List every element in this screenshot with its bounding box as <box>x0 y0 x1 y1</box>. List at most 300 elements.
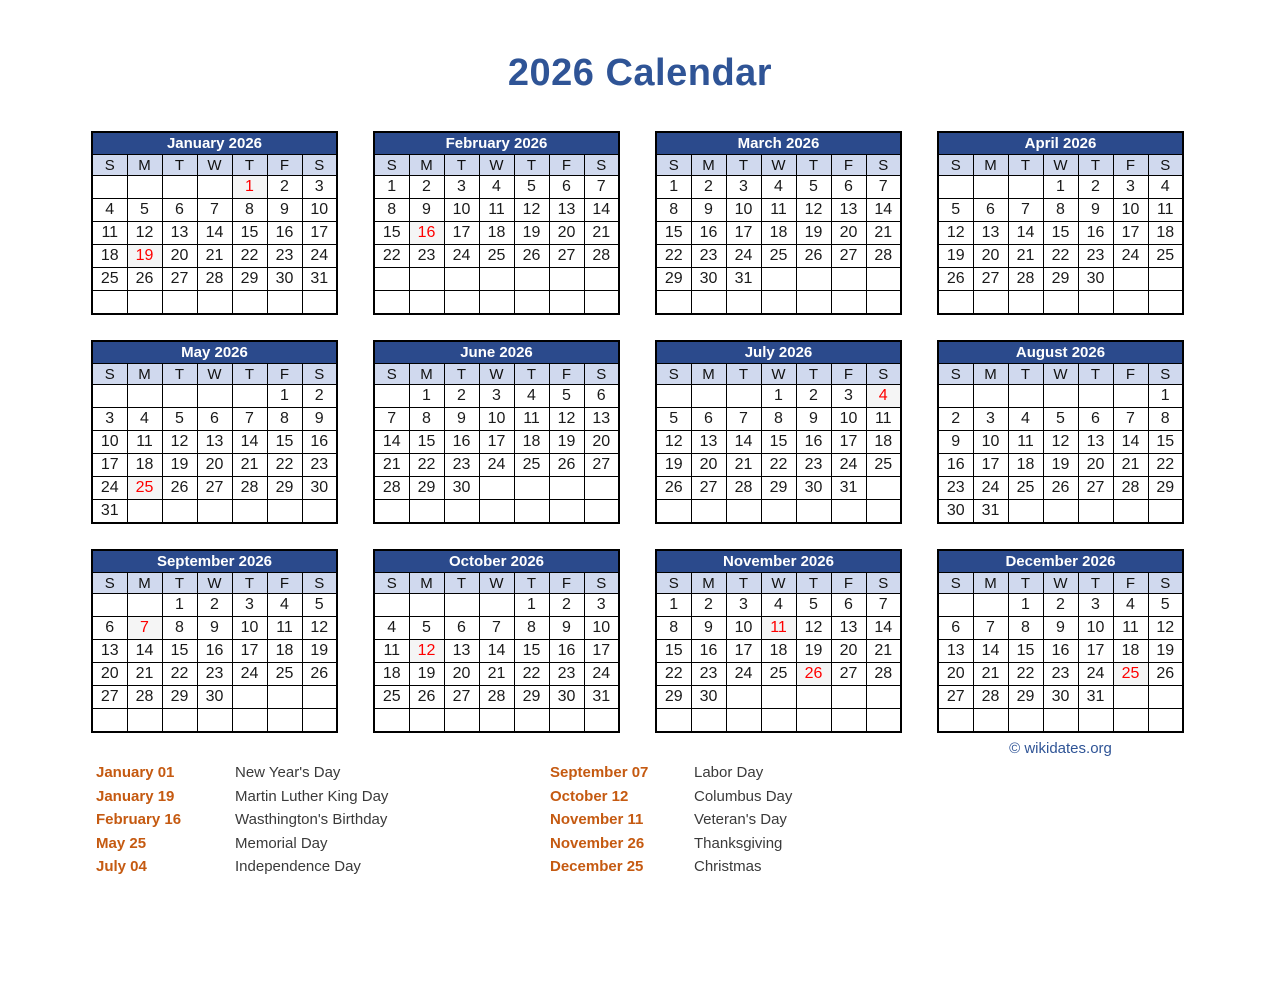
day-cell <box>514 500 549 524</box>
day-cell <box>92 594 127 617</box>
day-of-week-header: T <box>796 155 831 176</box>
day-cell <box>232 500 267 524</box>
day-cell <box>549 291 584 315</box>
day-of-week-header: M <box>127 573 162 594</box>
day-cell <box>831 268 866 291</box>
day-cell <box>162 709 197 733</box>
day-cell: 19 <box>162 454 197 477</box>
day-cell: 21 <box>127 663 162 686</box>
day-cell <box>197 385 232 408</box>
day-cell <box>1113 385 1148 408</box>
day-cell: 9 <box>197 617 232 640</box>
day-cell: 2 <box>197 594 232 617</box>
month-table <box>655 131 902 315</box>
day-cell: 23 <box>444 454 479 477</box>
day-cell: 19 <box>938 245 973 268</box>
month-table <box>373 549 620 733</box>
day-of-week-header: T <box>162 155 197 176</box>
day-cell <box>938 176 973 199</box>
day-cell: 2 <box>1043 594 1078 617</box>
day-cell <box>1043 709 1078 733</box>
day-of-week-header: W <box>761 573 796 594</box>
day-cell: 10 <box>444 199 479 222</box>
day-cell <box>162 291 197 315</box>
day-cell: 24 <box>479 454 514 477</box>
day-cell: 22 <box>1043 245 1078 268</box>
day-cell <box>1043 291 1078 315</box>
day-cell <box>726 385 761 408</box>
day-cell: 25 <box>479 245 514 268</box>
day-cell: 26 <box>656 477 691 500</box>
day-cell <box>444 594 479 617</box>
day-cell: 11 <box>761 199 796 222</box>
day-cell: 16 <box>302 431 337 454</box>
day-cell <box>1148 500 1183 524</box>
day-cell <box>479 709 514 733</box>
day-cell <box>796 709 831 733</box>
day-cell: 7 <box>973 617 1008 640</box>
day-cell: 4 <box>479 176 514 199</box>
day-cell: 2 <box>796 385 831 408</box>
holiday-date: November 11 <box>550 811 644 829</box>
day-of-week-header: M <box>409 573 444 594</box>
day-cell <box>761 709 796 733</box>
day-of-week-header: F <box>267 364 302 385</box>
day-cell: 19 <box>1043 454 1078 477</box>
day-of-week-header: M <box>409 364 444 385</box>
day-cell: 10 <box>479 408 514 431</box>
day-of-week-header: S <box>92 573 127 594</box>
day-cell: 17 <box>831 431 866 454</box>
day-cell: 6 <box>831 594 866 617</box>
day-cell: 12 <box>656 431 691 454</box>
day-cell: 4 <box>1113 594 1148 617</box>
month-table <box>655 549 902 733</box>
day-cell <box>479 268 514 291</box>
day-of-week-header: T <box>514 364 549 385</box>
day-of-week-header: F <box>1113 155 1148 176</box>
day-cell: 7 <box>584 176 619 199</box>
day-cell: 2 <box>938 408 973 431</box>
day-cell <box>127 385 162 408</box>
holiday-date: November 26 <box>550 834 645 852</box>
day-cell: 24 <box>1078 663 1113 686</box>
holiday-date: July 04 <box>96 858 147 876</box>
day-cell: 19 <box>514 222 549 245</box>
day-cell: 26 <box>1148 663 1183 686</box>
day-cell: 25 <box>267 663 302 686</box>
day-cell <box>479 500 514 524</box>
day-cell: 9 <box>267 199 302 222</box>
day-cell <box>514 477 549 500</box>
day-cell: 14 <box>584 199 619 222</box>
day-cell: 25 <box>514 454 549 477</box>
day-cell <box>374 594 409 617</box>
day-cell: 2 <box>1078 176 1113 199</box>
day-cell: 9 <box>444 408 479 431</box>
day-cell <box>831 500 866 524</box>
day-cell: 14 <box>1008 222 1043 245</box>
month-header: June 2026 <box>374 341 619 364</box>
day-cell: 12 <box>1148 617 1183 640</box>
month-table <box>655 340 902 524</box>
day-cell: 7 <box>726 408 761 431</box>
day-cell: 26 <box>1043 477 1078 500</box>
page-title: 2026 Calendar <box>507 52 773 94</box>
day-cell: 24 <box>831 454 866 477</box>
day-cell: 11 <box>374 640 409 663</box>
day-cell: 22 <box>656 245 691 268</box>
day-cell: 7 <box>197 199 232 222</box>
month-table <box>373 340 620 524</box>
day-cell: 3 <box>726 176 761 199</box>
day-of-week-header: S <box>866 364 901 385</box>
day-cell: 26 <box>514 245 549 268</box>
day-cell <box>1148 291 1183 315</box>
day-cell: 1 <box>162 594 197 617</box>
day-cell: 14 <box>479 640 514 663</box>
day-of-week-header: F <box>549 573 584 594</box>
month-header: April 2026 <box>938 132 1183 155</box>
day-cell: 1 <box>1043 176 1078 199</box>
day-of-week-header: M <box>127 364 162 385</box>
day-cell: 12 <box>1043 431 1078 454</box>
day-cell <box>162 176 197 199</box>
day-cell: 29 <box>409 477 444 500</box>
day-cell: 31 <box>973 500 1008 524</box>
day-cell: 31 <box>92 500 127 524</box>
day-of-week-header: W <box>761 155 796 176</box>
day-cell: 12 <box>514 199 549 222</box>
day-cell <box>1148 268 1183 291</box>
day-cell: 11 <box>127 431 162 454</box>
day-of-week-header: F <box>831 364 866 385</box>
day-cell <box>232 686 267 709</box>
day-cell: 12 <box>302 617 337 640</box>
day-cell: 5 <box>796 176 831 199</box>
day-cell: 17 <box>973 454 1008 477</box>
day-cell <box>267 709 302 733</box>
day-cell: 20 <box>549 222 584 245</box>
day-cell: 12 <box>796 199 831 222</box>
day-of-week-header: S <box>92 364 127 385</box>
day-cell <box>549 477 584 500</box>
day-cell: 11 <box>479 199 514 222</box>
day-cell: 14 <box>127 640 162 663</box>
day-of-week-header: M <box>409 155 444 176</box>
day-cell: 21 <box>1008 245 1043 268</box>
day-cell <box>92 709 127 733</box>
day-cell: 11 <box>267 617 302 640</box>
day-cell <box>514 291 549 315</box>
day-cell: 30 <box>444 477 479 500</box>
day-cell: 4 <box>374 617 409 640</box>
holiday-name: Labor Day <box>694 764 764 782</box>
day-of-week-header: W <box>479 155 514 176</box>
holiday-name: Wasthington's Birthday <box>235 811 388 829</box>
day-of-week-header: S <box>584 573 619 594</box>
month-table <box>937 549 1184 733</box>
day-cell: 7 <box>866 594 901 617</box>
day-cell: 13 <box>691 431 726 454</box>
day-cell: 10 <box>973 431 1008 454</box>
day-cell: 14 <box>973 640 1008 663</box>
day-of-week-header: S <box>938 364 973 385</box>
day-cell: 30 <box>938 500 973 524</box>
day-cell <box>92 385 127 408</box>
day-of-week-header: F <box>1113 364 1148 385</box>
day-cell: 2 <box>444 385 479 408</box>
day-cell: 5 <box>938 199 973 222</box>
day-cell <box>866 500 901 524</box>
day-cell <box>1008 291 1043 315</box>
holiday-legend-row <box>550 808 792 832</box>
day-cell: 14 <box>374 431 409 454</box>
day-cell <box>584 477 619 500</box>
day-cell: 20 <box>831 640 866 663</box>
day-cell <box>973 176 1008 199</box>
day-cell <box>267 291 302 315</box>
day-cell: 8 <box>267 408 302 431</box>
day-cell <box>726 500 761 524</box>
day-cell: 6 <box>92 617 127 640</box>
day-of-week-header: W <box>197 364 232 385</box>
day-cell: 26 <box>162 477 197 500</box>
day-cell: 11 <box>1113 617 1148 640</box>
day-cell: 19 <box>796 640 831 663</box>
day-cell: 8 <box>162 617 197 640</box>
day-of-week-header: T <box>514 573 549 594</box>
day-of-week-header: S <box>1148 573 1183 594</box>
day-of-week-header: W <box>1043 364 1078 385</box>
day-cell: 18 <box>479 222 514 245</box>
day-of-week-header: W <box>479 364 514 385</box>
day-of-week-header: W <box>197 155 232 176</box>
day-cell: 7 <box>232 408 267 431</box>
day-cell <box>409 268 444 291</box>
day-cell <box>584 291 619 315</box>
day-cell <box>374 268 409 291</box>
month-header: December 2026 <box>938 550 1183 573</box>
day-cell: 23 <box>691 245 726 268</box>
day-cell: 16 <box>691 222 726 245</box>
day-cell <box>1113 500 1148 524</box>
day-cell: 16 <box>1078 222 1113 245</box>
day-cell: 30 <box>197 686 232 709</box>
day-cell: 15 <box>514 640 549 663</box>
day-cell <box>761 268 796 291</box>
day-cell: 28 <box>1113 477 1148 500</box>
day-cell: 18 <box>1113 640 1148 663</box>
day-cell: 21 <box>1113 454 1148 477</box>
day-cell: 24 <box>726 663 761 686</box>
day-cell: 22 <box>409 454 444 477</box>
day-cell: 28 <box>1008 268 1043 291</box>
day-cell: 18 <box>267 640 302 663</box>
day-cell: 13 <box>831 199 866 222</box>
day-cell: 12 <box>796 617 831 640</box>
day-cell: 9 <box>302 408 337 431</box>
attribution-link[interactable]: © wikidates.org <box>1009 740 1112 757</box>
months-grid <box>91 131 1184 733</box>
day-cell: 2 <box>691 176 726 199</box>
day-cell <box>409 291 444 315</box>
day-cell <box>761 686 796 709</box>
day-cell: 5 <box>1043 408 1078 431</box>
day-cell: 14 <box>1113 431 1148 454</box>
day-cell: 19 <box>656 454 691 477</box>
day-cell: 5 <box>302 594 337 617</box>
day-of-week-header: S <box>302 364 337 385</box>
month-header: March 2026 <box>656 132 901 155</box>
day-cell <box>938 594 973 617</box>
month-table <box>937 131 1184 315</box>
day-cell: 24 <box>584 663 619 686</box>
day-cell: 10 <box>1078 617 1113 640</box>
day-cell: 17 <box>584 640 619 663</box>
day-cell <box>1008 500 1043 524</box>
day-cell: 24 <box>1113 245 1148 268</box>
day-cell: 1 <box>761 385 796 408</box>
day-cell: 28 <box>127 686 162 709</box>
day-cell: 18 <box>1008 454 1043 477</box>
month-header: October 2026 <box>374 550 619 573</box>
day-cell <box>866 477 901 500</box>
day-cell <box>761 291 796 315</box>
day-cell: 25 <box>92 268 127 291</box>
day-cell <box>197 291 232 315</box>
day-cell <box>831 709 866 733</box>
day-cell: 26 <box>127 268 162 291</box>
day-cell <box>302 500 337 524</box>
day-cell: 5 <box>1148 594 1183 617</box>
holiday-legend-row <box>96 855 388 879</box>
holiday-legend-row <box>96 785 388 809</box>
day-cell: 4 <box>761 594 796 617</box>
day-cell <box>656 500 691 524</box>
day-cell <box>302 686 337 709</box>
day-cell: 6 <box>444 617 479 640</box>
month-table <box>373 131 620 315</box>
day-of-week-header: W <box>1043 155 1078 176</box>
holiday-legend-row <box>550 832 792 856</box>
day-cell: 15 <box>1008 640 1043 663</box>
day-cell: 27 <box>92 686 127 709</box>
day-cell: 10 <box>726 617 761 640</box>
day-cell: 8 <box>232 199 267 222</box>
day-cell <box>866 268 901 291</box>
holiday-name: Christmas <box>694 858 762 876</box>
holiday-date: September 07 <box>550 764 649 782</box>
month-header: November 2026 <box>656 550 901 573</box>
day-cell: 3 <box>1113 176 1148 199</box>
day-cell: 17 <box>479 431 514 454</box>
day-cell: 30 <box>1043 686 1078 709</box>
day-cell <box>444 291 479 315</box>
day-cell: 8 <box>409 408 444 431</box>
day-cell: 4 <box>267 594 302 617</box>
day-cell: 15 <box>761 431 796 454</box>
day-cell <box>162 500 197 524</box>
day-of-week-header: T <box>444 155 479 176</box>
day-cell: 10 <box>92 431 127 454</box>
day-cell: 15 <box>1148 431 1183 454</box>
day-cell: 4 <box>92 199 127 222</box>
day-cell <box>973 594 1008 617</box>
day-cell <box>444 500 479 524</box>
day-cell: 17 <box>444 222 479 245</box>
day-cell: 28 <box>973 686 1008 709</box>
day-of-week-header: T <box>1008 364 1043 385</box>
day-cell: 4 <box>1148 176 1183 199</box>
day-of-week-header: T <box>726 155 761 176</box>
day-cell: 29 <box>1043 268 1078 291</box>
day-of-week-header: T <box>1078 155 1113 176</box>
day-cell <box>938 709 973 733</box>
month-header: May 2026 <box>92 341 337 364</box>
day-cell: 26 <box>302 663 337 686</box>
day-cell: 10 <box>726 199 761 222</box>
day-of-week-header: S <box>374 155 409 176</box>
day-cell <box>1113 268 1148 291</box>
day-cell: 18 <box>866 431 901 454</box>
day-cell: 17 <box>92 454 127 477</box>
day-cell: 22 <box>1148 454 1183 477</box>
day-cell <box>409 594 444 617</box>
day-cell <box>514 268 549 291</box>
day-of-week-header: T <box>232 155 267 176</box>
holiday-day-cell: 25 <box>127 477 162 500</box>
day-cell: 8 <box>1008 617 1043 640</box>
holiday-legend-row <box>96 832 388 856</box>
day-cell: 24 <box>726 245 761 268</box>
day-cell <box>1078 291 1113 315</box>
day-cell: 17 <box>1078 640 1113 663</box>
day-cell: 18 <box>127 454 162 477</box>
day-cell: 31 <box>584 686 619 709</box>
holiday-name: Independence Day <box>235 858 361 876</box>
holiday-name: Veteran's Day <box>694 811 787 829</box>
month-header: August 2026 <box>938 341 1183 364</box>
day-cell: 23 <box>796 454 831 477</box>
day-cell: 23 <box>267 245 302 268</box>
day-cell: 6 <box>973 199 1008 222</box>
day-cell: 26 <box>796 245 831 268</box>
day-cell <box>796 686 831 709</box>
day-cell <box>197 176 232 199</box>
day-cell: 2 <box>267 176 302 199</box>
day-cell: 24 <box>92 477 127 500</box>
day-cell <box>514 709 549 733</box>
day-cell <box>973 385 1008 408</box>
day-of-week-header: M <box>691 155 726 176</box>
day-cell <box>691 291 726 315</box>
day-cell <box>938 291 973 315</box>
day-cell <box>866 686 901 709</box>
month-table <box>91 549 338 733</box>
holiday-day-cell: 16 <box>409 222 444 245</box>
day-cell <box>973 709 1008 733</box>
holiday-day-cell: 25 <box>1113 663 1148 686</box>
day-cell: 21 <box>866 640 901 663</box>
day-cell: 1 <box>374 176 409 199</box>
holiday-day-cell: 26 <box>796 663 831 686</box>
holiday-name: Memorial Day <box>235 834 328 852</box>
day-cell <box>267 500 302 524</box>
day-cell <box>656 291 691 315</box>
day-cell <box>232 385 267 408</box>
holiday-name: Columbus Day <box>694 787 793 805</box>
